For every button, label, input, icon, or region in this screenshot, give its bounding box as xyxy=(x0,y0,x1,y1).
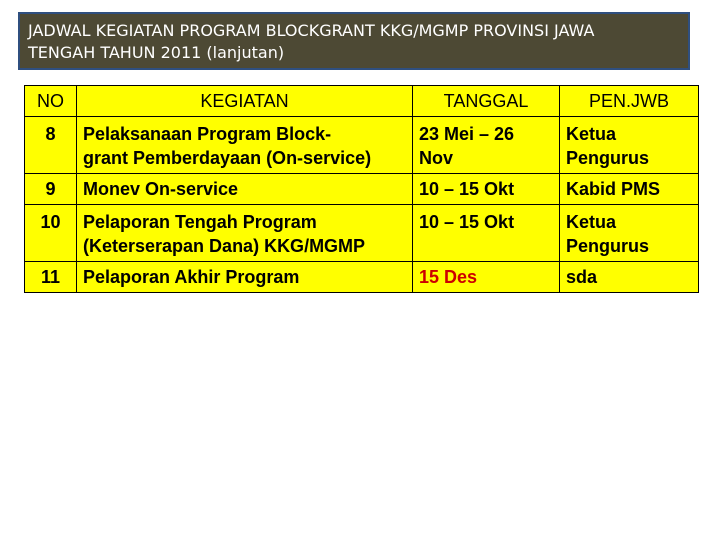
header-pen-jwb: PEN.JWB xyxy=(560,86,699,117)
cell-pen-jwb xyxy=(560,205,699,262)
table-row xyxy=(25,117,699,174)
cell-pen-jwb xyxy=(560,262,699,293)
cell-kegiatan xyxy=(77,117,413,174)
table-header-row xyxy=(25,86,699,117)
pj-line: Kabid PMS xyxy=(566,179,661,199)
table-row xyxy=(25,205,699,262)
kegiatan-line: Pelaporan Akhir Program xyxy=(83,267,300,287)
header-kegiatan: KEGIATAN xyxy=(77,86,413,117)
kegiatan-line: grant Pemberdayaan (On-service) xyxy=(83,148,372,168)
cell-tanggal xyxy=(413,205,560,262)
cell-tanggal xyxy=(413,174,560,205)
cell-no: 9 xyxy=(25,174,77,205)
kegiatan-line: Pelaksanaan Program Block- xyxy=(83,124,332,144)
title-line-2: TENGAH TAHUN 2011 (lanjutan) xyxy=(28,43,285,62)
tanggal-line: 10 – 15 Okt xyxy=(419,212,515,232)
title-line-1: JADWAL KEGIATAN PROGRAM BLOCKGRANT KKG/MGMP PROVINSI JAWA xyxy=(28,21,595,40)
cell-no: 8 xyxy=(25,117,77,174)
tanggal-line: 23 Mei – 26 xyxy=(419,124,515,144)
pj-line: Ketua xyxy=(566,212,617,232)
title-box xyxy=(18,12,690,70)
kegiatan-line: (Keterserapan Dana) KKG/MGMP xyxy=(83,236,366,256)
cell-no: 10 xyxy=(25,205,77,262)
header-no: NO xyxy=(25,86,77,117)
header-tanggal: TANGGAL xyxy=(413,86,560,117)
cell-kegiatan xyxy=(77,174,413,205)
cell-kegiatan xyxy=(77,262,413,293)
tanggal-line: 15 Des xyxy=(419,267,478,287)
cell-kegiatan xyxy=(77,205,413,262)
cell-no: 11 xyxy=(25,262,77,293)
kegiatan-line: Monev On-service xyxy=(83,179,239,199)
cell-pen-jwb xyxy=(560,174,699,205)
cell-tanggal xyxy=(413,117,560,174)
kegiatan-line: Pelaporan Tengah Program xyxy=(83,212,317,232)
table-row xyxy=(25,174,699,205)
pj-line: sda xyxy=(566,267,598,287)
pj-line: Pengurus xyxy=(566,236,650,256)
table-row xyxy=(25,262,699,293)
schedule-table xyxy=(24,85,699,293)
cell-tanggal xyxy=(413,262,560,293)
cell-pen-jwb xyxy=(560,117,699,174)
tanggal-line: 10 – 15 Okt xyxy=(419,179,515,199)
pj-line: Ketua xyxy=(566,124,617,144)
tanggal-line: Nov xyxy=(419,148,454,168)
pj-line: Pengurus xyxy=(566,148,650,168)
